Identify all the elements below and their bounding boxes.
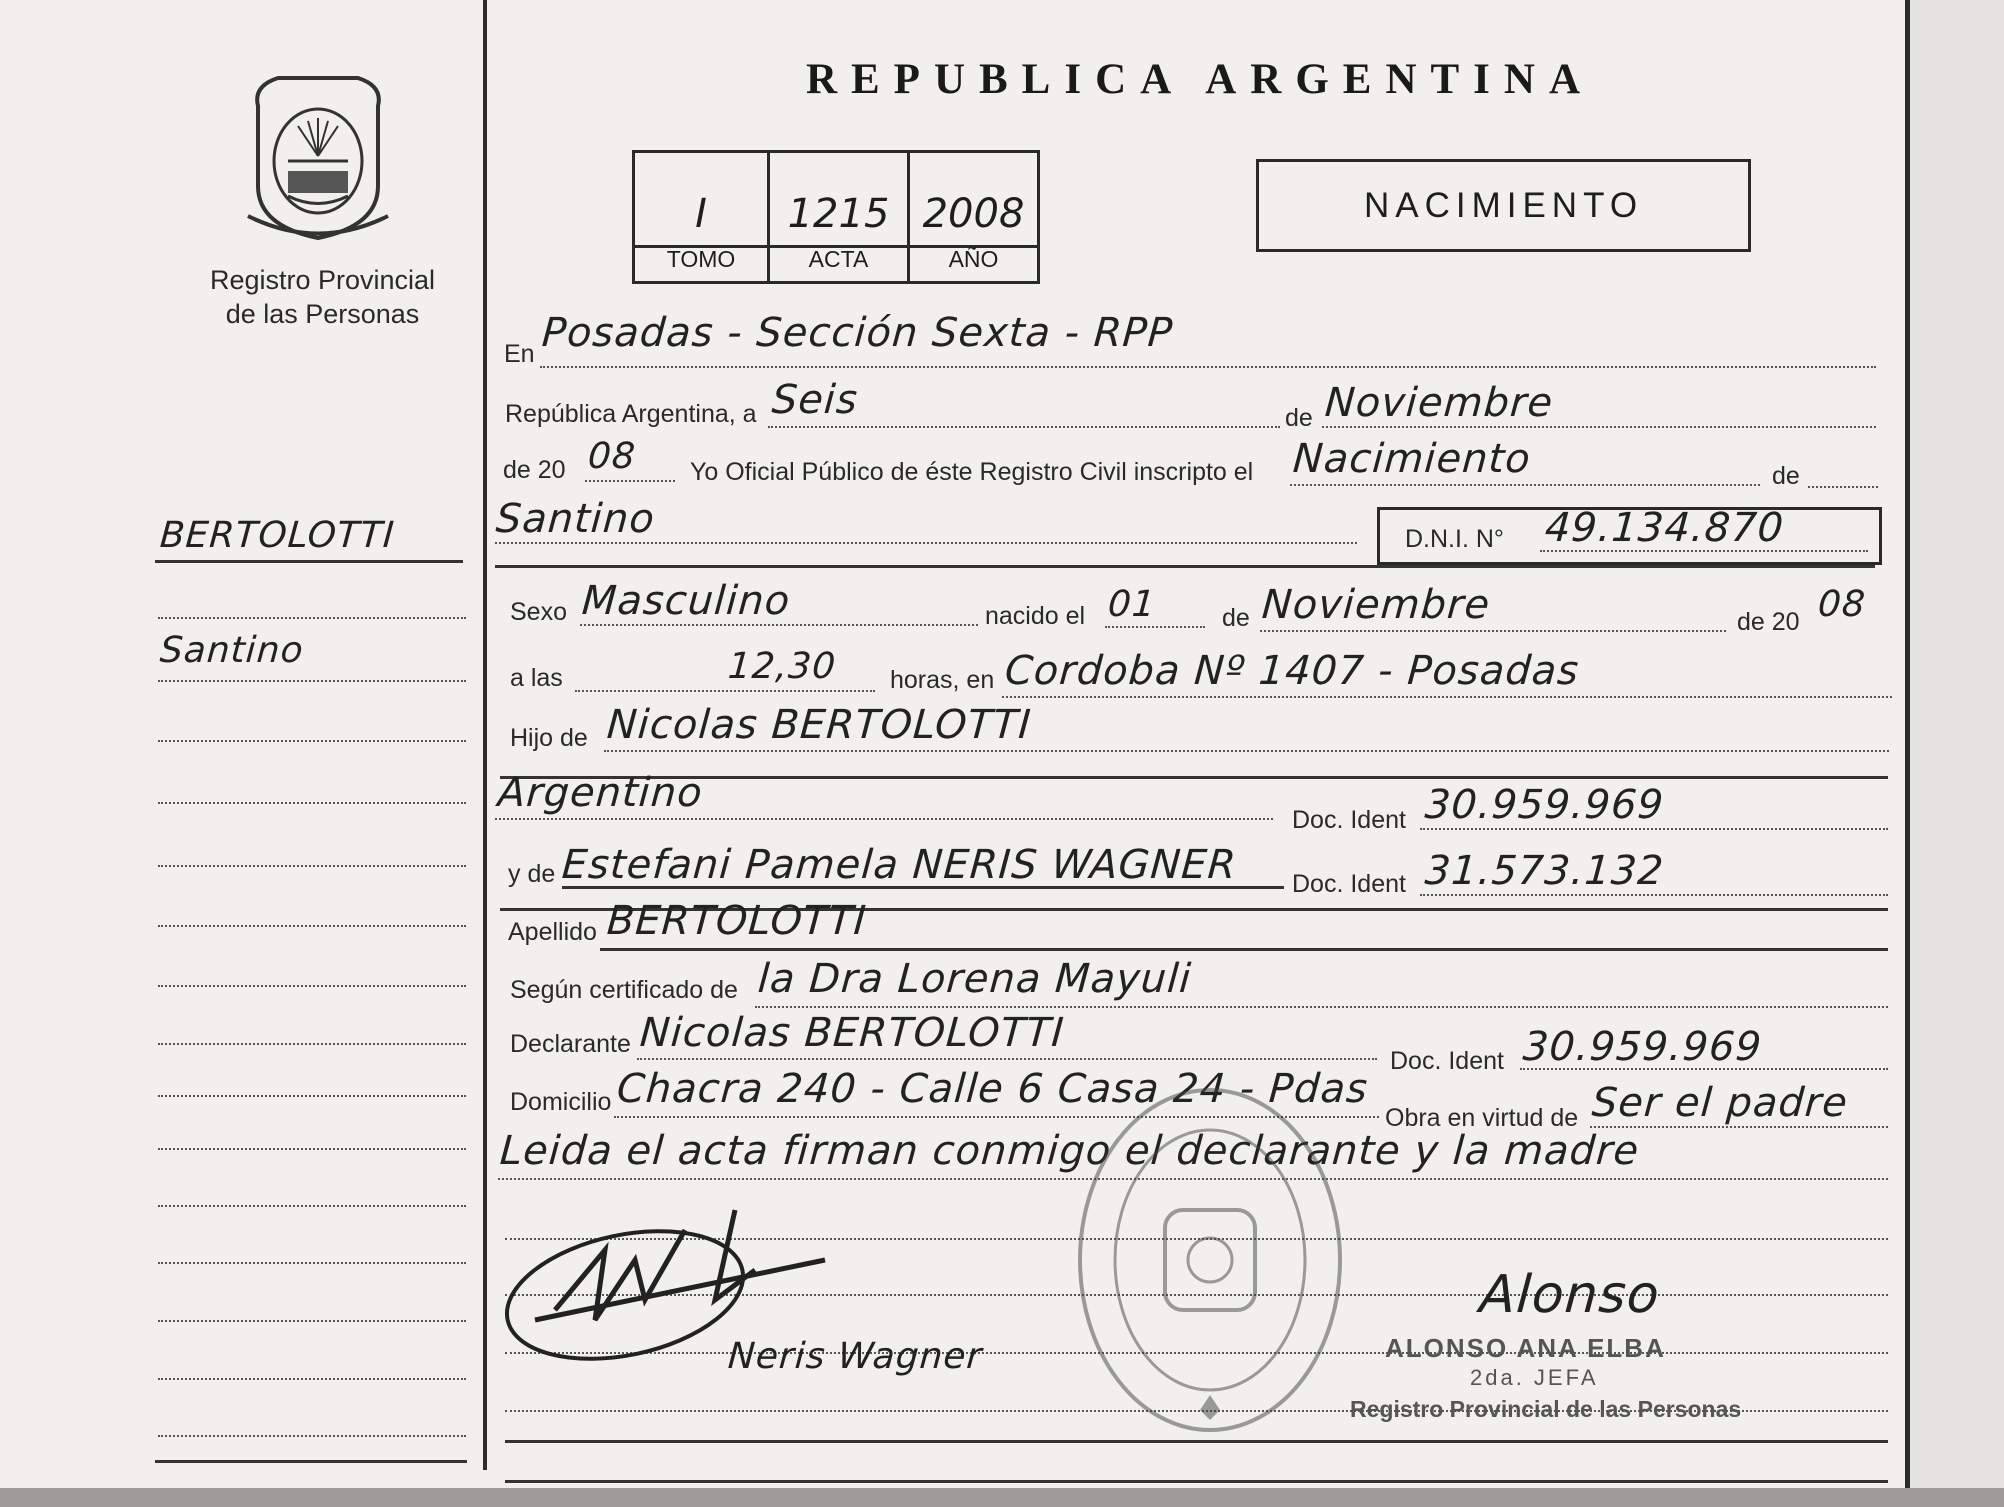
- value-surname: BERTOLOTTI: [605, 898, 869, 944]
- registry-name: [160, 263, 485, 331]
- margin-surname: BERTOLOTTI: [158, 515, 397, 556]
- form-line: [1808, 486, 1878, 488]
- value-in-virtue: Ser el padre: [1590, 1080, 1850, 1126]
- margin-line: [158, 1043, 466, 1045]
- form-line: [637, 1058, 1377, 1060]
- value-declarant-doc: 30.959.969: [1521, 1024, 1764, 1070]
- acta-value: 1215: [787, 191, 890, 237]
- tomo-label: TOMO: [666, 246, 736, 272]
- margin-line: [158, 740, 466, 742]
- label-nacido: nacido el: [985, 602, 1086, 630]
- label-obra: Obra en virtud de: [1385, 1104, 1579, 1132]
- value-dni: 49.134.870: [1543, 505, 1786, 551]
- adjacent-page-edge: [1910, 0, 2004, 1507]
- label-domicilio: Domicilio: [510, 1088, 612, 1116]
- margin-line: [158, 1205, 466, 1207]
- value-mother-doc: 31.573.132: [1423, 848, 1666, 894]
- margin-bottom-rule: [155, 1460, 467, 1463]
- margin-line: [158, 985, 466, 987]
- label-doc-ident-father: Doc. Ident: [1292, 806, 1406, 834]
- margin-line: [158, 680, 466, 682]
- acta-cell: [770, 153, 910, 281]
- page-shadow-bottom: [0, 1488, 2004, 1507]
- label-de-20: de 20: [503, 456, 566, 484]
- book-reference-table: [632, 150, 1040, 284]
- value-closing: Leida el acta firman conmigo el declarante y la madre: [498, 1128, 1641, 1174]
- form-line: [1540, 550, 1868, 552]
- provincial-seal-icon: [238, 66, 398, 246]
- ano-label: AÑO: [948, 246, 999, 272]
- value-place: Posadas - Sección Sexta - RPP: [540, 310, 1175, 356]
- margin-line: [158, 925, 466, 927]
- value-time: 12,30: [726, 646, 838, 687]
- form-line: [580, 624, 978, 626]
- value-birth-place: Cordoba Nº 1407 - Posadas: [1003, 648, 1581, 694]
- value-year-suffix: 08: [586, 436, 638, 477]
- form-line: [495, 542, 1357, 544]
- form-line: [585, 480, 675, 482]
- form-line: [1105, 626, 1205, 628]
- value-father-nationality: Argentino: [496, 770, 705, 816]
- form-rule: [505, 1480, 1888, 1483]
- label-doc-ident-mother: Doc. Ident: [1292, 870, 1406, 898]
- label-sexo: Sexo: [510, 598, 567, 626]
- value-address: Chacra 240 - Calle 6 Casa 24 - Pdas: [615, 1066, 1370, 1112]
- label-de-20-b: de 20: [1737, 608, 1800, 636]
- value-birth-year-suffix: 08: [1816, 584, 1868, 625]
- form-line: [1322, 426, 1876, 428]
- form-rule: [505, 1440, 1888, 1443]
- label-y-de: y de: [508, 860, 556, 888]
- label-de-2: de: [1772, 462, 1800, 490]
- label-horas: horas, en: [890, 666, 995, 694]
- document-title: REPUBLICA ARGENTINA: [805, 56, 1595, 103]
- value-certificate: la Dra Lorena Mayuli: [756, 956, 1194, 1002]
- form-rule: [495, 565, 1875, 568]
- margin-line: [158, 1148, 466, 1150]
- tomo-value: I: [695, 191, 707, 237]
- form-line: [1260, 630, 1726, 632]
- label-a-las: a las: [510, 664, 563, 692]
- label-oficial: Yo Oficial Público de éste Registro Civil inscripto el: [690, 458, 1254, 486]
- value-father-doc: 30.959.969: [1423, 782, 1666, 828]
- record-type-box: NACIMIENTO: [1256, 159, 1751, 252]
- form-line: [1420, 894, 1888, 896]
- official-stamp-name: ALONSO ANA ELBA: [1385, 1333, 1666, 1363]
- value-day-word: Seis: [770, 377, 860, 423]
- margin-line: [158, 802, 466, 804]
- margin-name: Santino: [158, 630, 306, 671]
- official-stamp-title: 2da. JEFA: [1470, 1365, 1599, 1390]
- form-line: [1520, 1068, 1888, 1070]
- value-mother: Estefani Pamela NERIS WAGNER: [560, 842, 1239, 888]
- form-line: [755, 1006, 1888, 1008]
- registry-line-2: de las Personas: [225, 299, 420, 329]
- form-rule: [600, 948, 1888, 951]
- value-declarant: Nicolas BERTOLOTTI: [638, 1010, 1066, 1056]
- margin-line: [158, 1320, 466, 1322]
- label-republica: República Argentina, a: [505, 400, 757, 428]
- page-border-right: [1905, 0, 1910, 1490]
- margin-line: [158, 1262, 466, 1264]
- label-de-3: de: [1222, 604, 1250, 632]
- form-line: [604, 750, 1889, 752]
- value-act-type: Nacimiento: [1291, 436, 1533, 482]
- round-stamp-icon: [1070, 1080, 1350, 1440]
- label-dni: D.N.I. N°: [1405, 525, 1504, 553]
- label-segun: Según certificado de: [510, 976, 738, 1004]
- form-line: [1420, 828, 1888, 830]
- margin-rule: [155, 560, 463, 563]
- margin-line: [158, 1095, 466, 1097]
- tomo-cell: [635, 153, 770, 281]
- label-hijo: Hijo de: [510, 724, 588, 752]
- margin-line: [158, 865, 466, 867]
- mother-signature-name: Neris Wagner: [726, 1336, 984, 1377]
- form-line: [768, 426, 1280, 428]
- margin-line: [158, 1378, 466, 1380]
- margin-divider: [483, 0, 487, 1470]
- value-father: Nicolas BERTOLOTTI: [605, 702, 1033, 748]
- form-rule: [500, 776, 1888, 779]
- value-month: Noviembre: [1323, 380, 1555, 426]
- form-line: [540, 366, 1876, 368]
- acta-label: ACTA: [808, 246, 869, 272]
- label-declarante: Declarante: [510, 1030, 631, 1058]
- ano-cell: [910, 153, 1037, 281]
- value-sex: Masculino: [580, 578, 792, 624]
- form-line: [575, 690, 875, 692]
- value-birth-day: 01: [1106, 584, 1158, 625]
- label-en: En: [504, 340, 535, 368]
- form-line: [1290, 484, 1760, 486]
- margin-line: [158, 617, 466, 619]
- official-signature: Alonso: [1477, 1265, 1662, 1325]
- label-apellido: Apellido: [508, 918, 597, 946]
- value-birth-month: Noviembre: [1260, 582, 1492, 628]
- form-line: [1002, 696, 1892, 698]
- label-doc-ident-declarant: Doc. Ident: [1390, 1047, 1504, 1075]
- margin-line: [158, 1435, 466, 1437]
- value-child-name: Santino: [494, 496, 657, 542]
- registry-line-1: Registro Provincial: [209, 265, 436, 295]
- ano-value: 2008: [922, 191, 1025, 237]
- label-de: de: [1285, 404, 1313, 432]
- form-rule: [562, 886, 1284, 889]
- official-stamp-org: Registro Provincial de las Personas: [1350, 1396, 1742, 1422]
- form-line: [495, 818, 1273, 820]
